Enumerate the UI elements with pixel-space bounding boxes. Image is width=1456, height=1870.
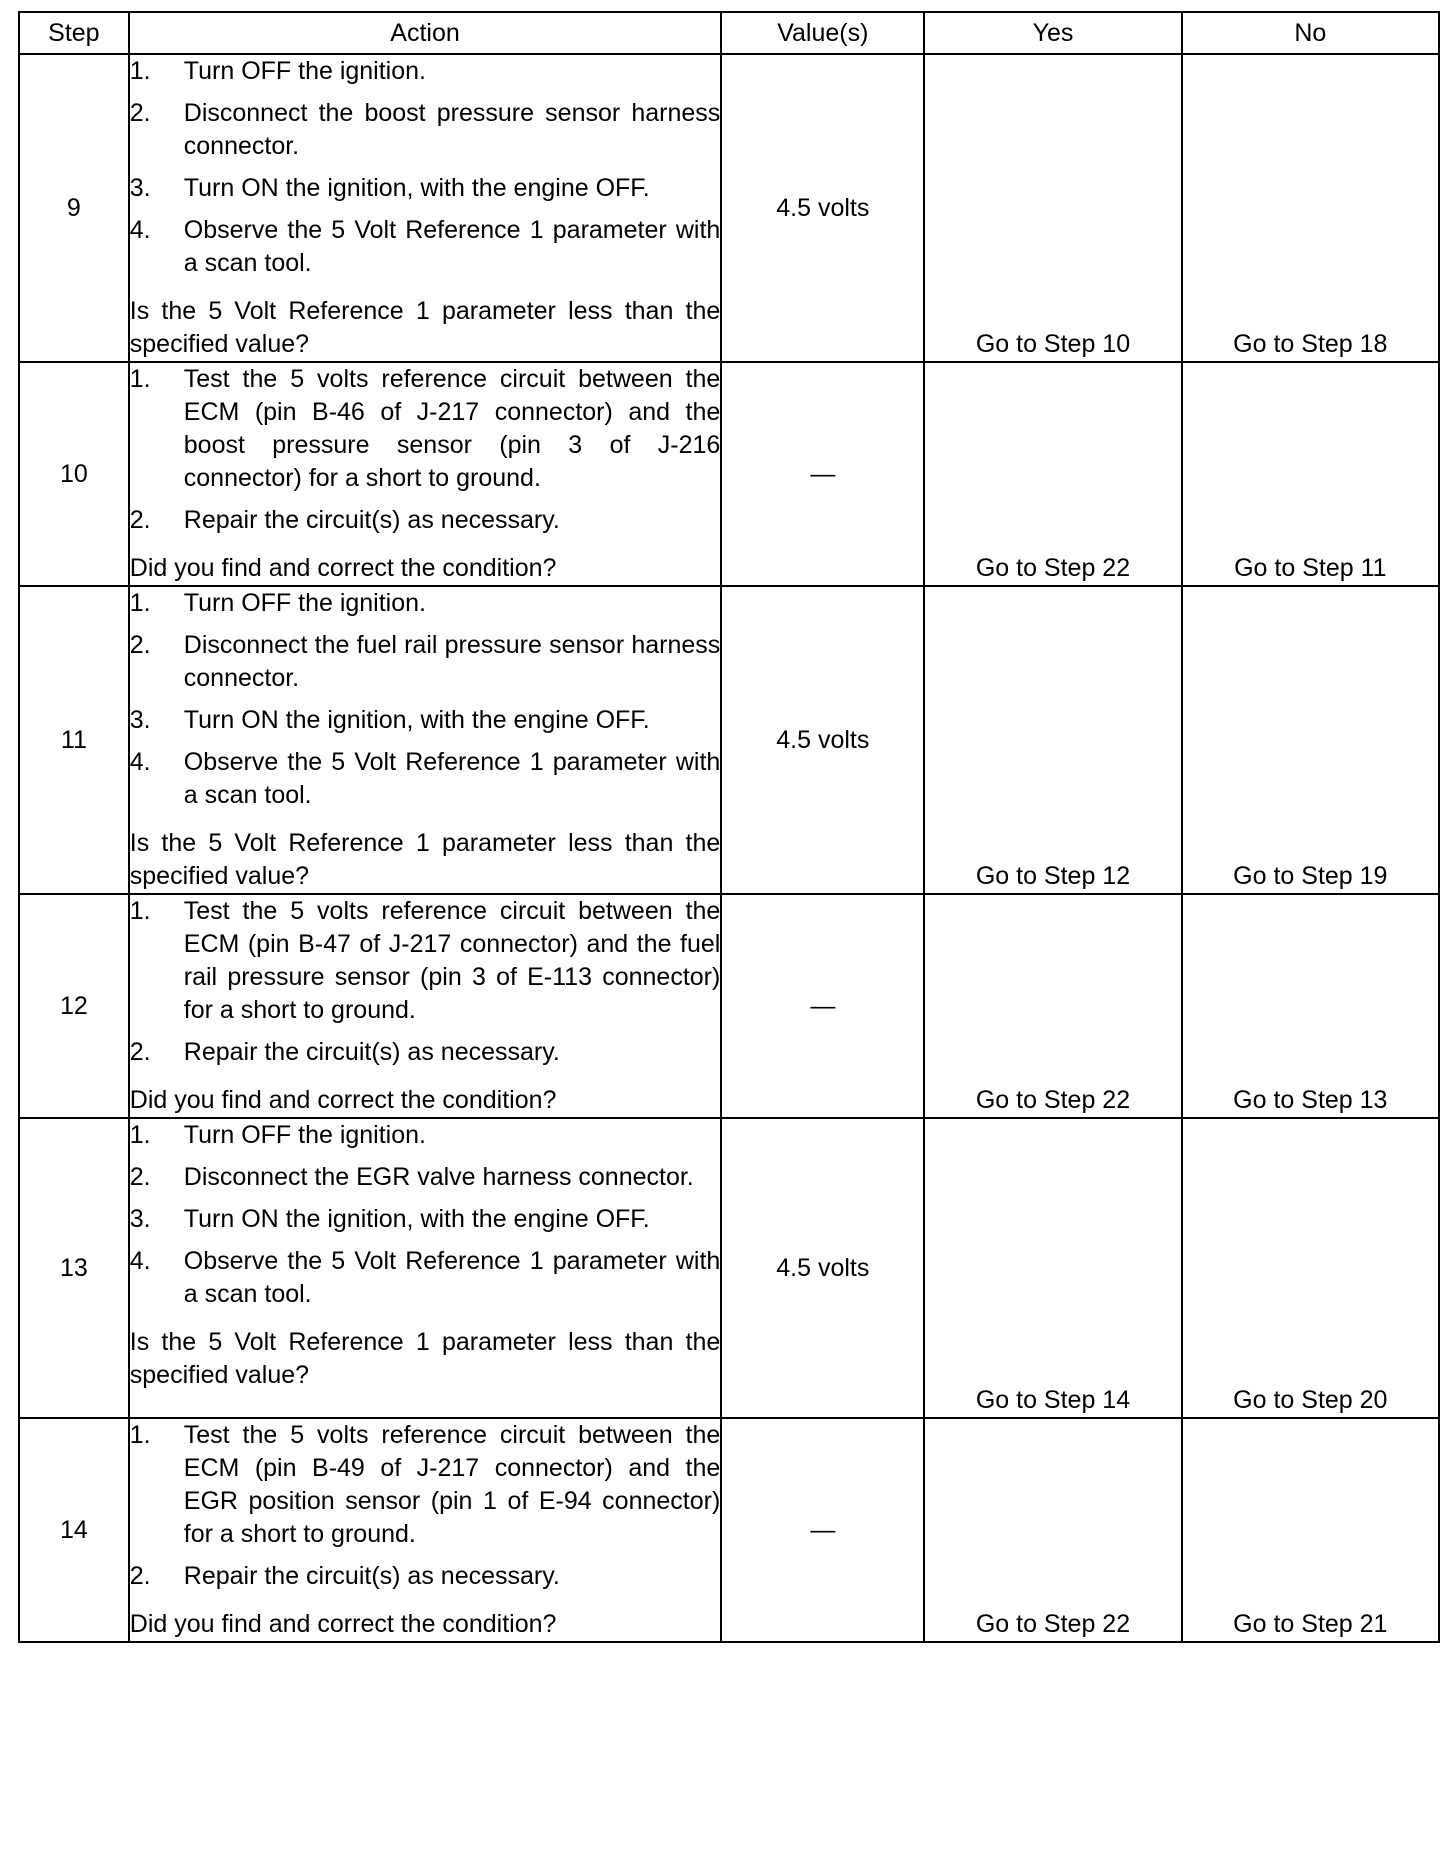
action-step-number: 3.	[129, 174, 151, 202]
action-step-number: 1.	[129, 1421, 151, 1449]
header-action: Action	[129, 12, 722, 54]
action-step-item	[130, 629, 721, 695]
no-cell: Go to Step 20	[1182, 1118, 1439, 1418]
header-no: No	[1182, 12, 1439, 54]
value-cell: —	[721, 362, 924, 586]
action-step-item	[130, 1419, 721, 1551]
action-question: Is the 5 Volt Reference 1 parameter less than the specified value?	[129, 1328, 721, 1389]
action-steps-list	[130, 1419, 721, 1593]
action-step-number: 1.	[129, 57, 151, 85]
yes-cell: Go to Step 22	[924, 894, 1181, 1118]
step-number: 9	[19, 54, 129, 362]
action-step-item	[130, 172, 721, 205]
action-step-number: 3.	[129, 1205, 151, 1233]
action-step-text: Turn OFF the ignition.	[183, 589, 426, 617]
action-step-item	[130, 1245, 721, 1311]
action-step-text: Disconnect the fuel rail pressure sensor harness connector.	[183, 631, 721, 692]
action-cell	[129, 54, 722, 362]
action-step-item	[130, 97, 721, 163]
step-number: 13	[19, 1118, 129, 1418]
value-cell: 4.5 volts	[721, 1118, 924, 1418]
action-step-number: 1.	[129, 589, 151, 617]
action-question: Is the 5 Volt Reference 1 parameter less than the specified value?	[129, 829, 721, 890]
header-step: Step	[19, 12, 129, 54]
action-step-text: Observe the 5 Volt Reference 1 parameter with a scan tool.	[183, 1247, 721, 1308]
action-step-text: Observe the 5 Volt Reference 1 parameter with a scan tool.	[183, 748, 721, 809]
value-cell: —	[721, 894, 924, 1118]
no-cell: Go to Step 13	[1182, 894, 1439, 1118]
table-body	[19, 54, 1439, 1642]
action-step-item	[130, 1036, 721, 1069]
action-step-number: 2.	[129, 1562, 151, 1590]
action-question: Did you find and correct the condition?	[129, 1086, 557, 1114]
action-step-text: Turn ON the ignition, with the engine OFF.	[183, 706, 650, 734]
action-step-text: Test the 5 volts reference circuit between the ECM (pin B-49 of J-217 connector) and the EGR position sensor (pin 1 of E-94 connector) for a short to ground.	[183, 1421, 721, 1548]
action-step-number: 4.	[129, 216, 151, 244]
action-cell	[129, 586, 722, 894]
action-step-item	[130, 363, 721, 495]
step-number: 10	[19, 362, 129, 586]
action-step-item	[130, 587, 721, 620]
action-step-text: Test the 5 volts reference circuit between the ECM (pin B-46 of J-217 connector) and the boost pressure sensor (pin 3 of J-216 connector) for a short to ground.	[183, 365, 721, 492]
action-steps-list	[130, 1119, 721, 1311]
action-cell	[129, 1418, 722, 1642]
action-step-text: Repair the circuit(s) as necessary.	[183, 506, 560, 534]
action-step-number: 1.	[129, 1121, 151, 1149]
action-step-number: 2.	[129, 99, 151, 127]
action-cell	[129, 362, 722, 586]
action-step-item	[130, 55, 721, 88]
action-step-number: 4.	[129, 748, 151, 776]
action-step-number: 4.	[129, 1247, 151, 1275]
action-steps-list	[130, 55, 721, 280]
yes-cell: Go to Step 22	[924, 362, 1181, 586]
action-step-item	[130, 1560, 721, 1593]
action-step-item	[130, 214, 721, 280]
action-cell	[129, 894, 722, 1118]
action-step-number: 2.	[129, 506, 151, 534]
table-row	[19, 894, 1439, 1118]
action-step-text: Disconnect the boost pressure sensor harness connector.	[183, 99, 721, 160]
value-cell: 4.5 volts	[721, 586, 924, 894]
action-step-item	[130, 1161, 721, 1194]
action-step-text: Observe the 5 Volt Reference 1 parameter with a scan tool.	[183, 216, 721, 277]
yes-cell: Go to Step 10	[924, 54, 1181, 362]
action-step-number: 1.	[129, 365, 151, 393]
action-step-text: Disconnect the EGR valve harness connector.	[183, 1163, 694, 1191]
action-step-text: Turn OFF the ignition.	[183, 57, 426, 85]
no-cell: Go to Step 11	[1182, 362, 1439, 586]
yes-cell: Go to Step 12	[924, 586, 1181, 894]
action-question: Is the 5 Volt Reference 1 parameter less than the specified value?	[129, 297, 721, 358]
action-step-number: 2.	[129, 631, 151, 659]
action-step-number: 2.	[129, 1163, 151, 1191]
action-step-number: 2.	[129, 1038, 151, 1066]
action-cell	[129, 1118, 722, 1418]
action-step-item	[130, 504, 721, 537]
action-step-number: 1.	[129, 897, 151, 925]
header-values: Value(s)	[721, 12, 924, 54]
table-row	[19, 586, 1439, 894]
table-row	[19, 1118, 1439, 1418]
action-step-text: Turn ON the ignition, with the engine OFF.	[183, 1205, 650, 1233]
action-steps-list	[130, 895, 721, 1069]
step-number: 12	[19, 894, 129, 1118]
value-cell: —	[721, 1418, 924, 1642]
action-step-number: 3.	[129, 706, 151, 734]
action-step-text: Turn OFF the ignition.	[183, 1121, 426, 1149]
action-step-text: Repair the circuit(s) as necessary.	[183, 1562, 560, 1590]
action-question: Did you find and correct the condition?	[129, 1610, 557, 1638]
action-question: Did you find and correct the condition?	[129, 554, 557, 582]
no-cell: Go to Step 21	[1182, 1418, 1439, 1642]
header-yes: Yes	[924, 12, 1181, 54]
step-number: 11	[19, 586, 129, 894]
action-step-item	[130, 1119, 721, 1152]
header-row	[19, 12, 1439, 54]
table-row	[19, 362, 1439, 586]
table-row	[19, 54, 1439, 362]
action-step-text: Turn ON the ignition, with the engine OFF.	[183, 174, 650, 202]
action-step-item	[130, 1203, 721, 1236]
step-number: 14	[19, 1418, 129, 1642]
action-steps-list	[130, 363, 721, 537]
action-step-text: Repair the circuit(s) as necessary.	[183, 1038, 560, 1066]
action-step-text: Test the 5 volts reference circuit between the ECM (pin B-47 of J-217 connector) and the fuel rail pressure sensor (pin 3 of E-113 connector) for a short to ground.	[183, 897, 721, 1024]
no-cell: Go to Step 19	[1182, 586, 1439, 894]
value-cell: 4.5 volts	[721, 54, 924, 362]
yes-cell: Go to Step 14	[924, 1118, 1181, 1418]
action-step-item	[130, 895, 721, 1027]
action-step-item	[130, 704, 721, 737]
no-cell: Go to Step 18	[1182, 54, 1439, 362]
diagnostic-table	[18, 11, 1440, 1643]
action-steps-list	[130, 587, 721, 812]
action-step-item	[130, 746, 721, 812]
yes-cell: Go to Step 22	[924, 1418, 1181, 1642]
table-row	[19, 1418, 1439, 1642]
